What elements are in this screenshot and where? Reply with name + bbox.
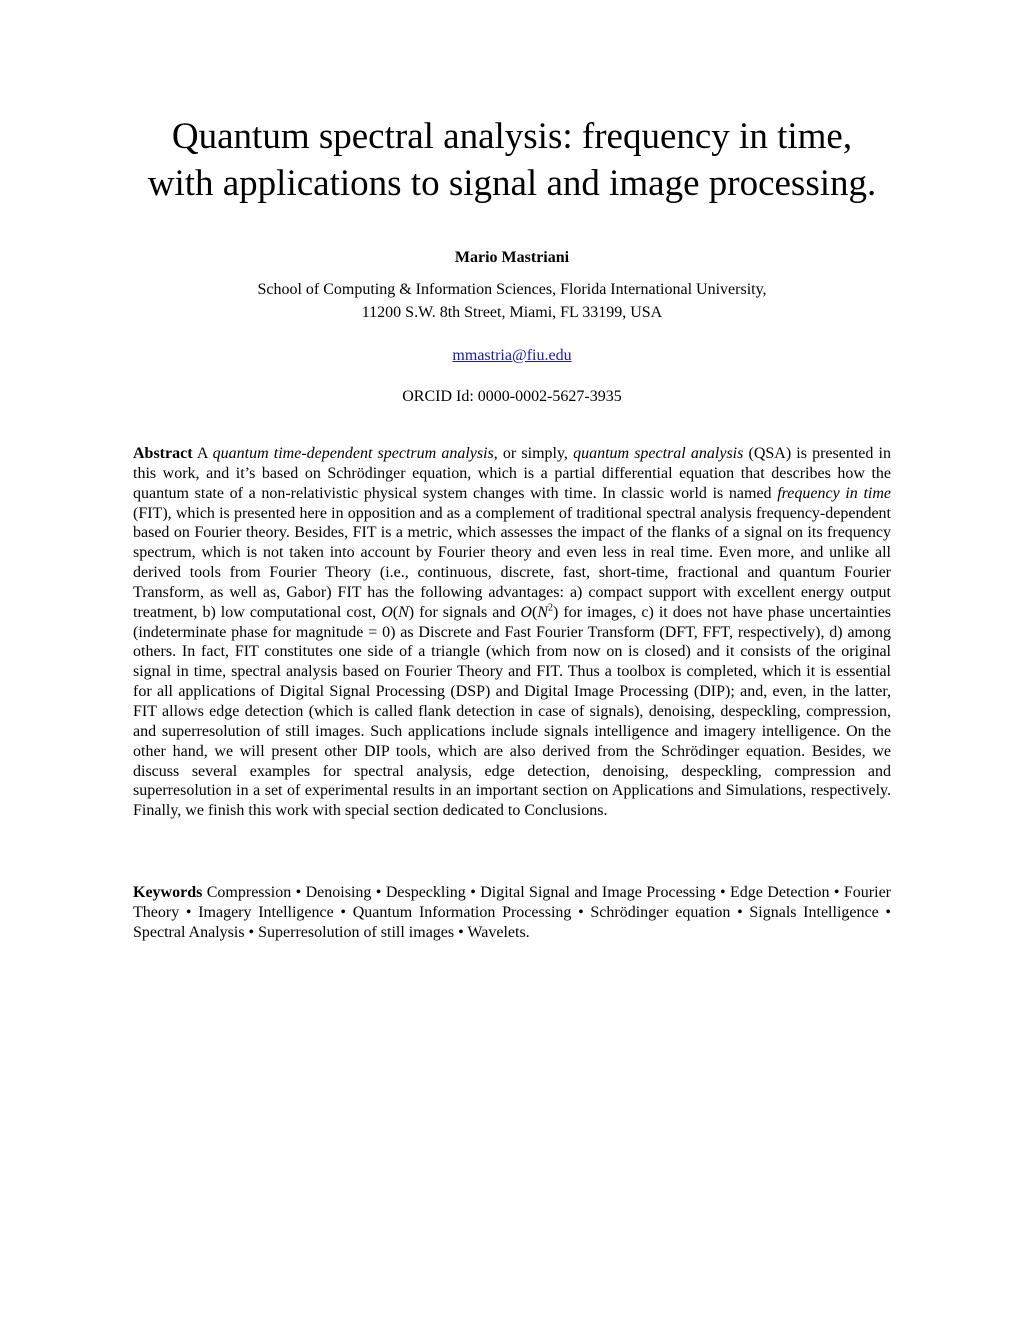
math-exponent: 2 xyxy=(547,602,553,614)
abstract-paragraph xyxy=(133,444,891,821)
abstract-text-2: , or simply, xyxy=(493,445,574,462)
abstract-emphasis-2: quantum spectral analysis xyxy=(573,445,744,462)
abstract-text-3: (QSA) is presented in this work, and it’s based on Schrödinger equation, which is a partial differential equation that describes how the quantum state of a non-relativistic physical system changes with time. In classic world is named xyxy=(133,445,891,502)
math-big-o-1: O xyxy=(381,603,393,621)
affiliation-line-2: 11200 S.W. 8th Street, Miami, FL 33199, USA xyxy=(361,304,663,321)
keywords-paragraph xyxy=(133,883,891,943)
abstract-text-5: ) for signals and xyxy=(408,603,521,621)
abstract-emphasis-1: quantum time-dependent spectrum analysis xyxy=(212,445,494,462)
abstract-emphasis-3: frequency in time xyxy=(777,484,892,502)
abstract-text-4: (FIT), which is presented here in opposition and as a complement of traditional spectral analysis frequency-dependent based on Fourier theory. Besides, FIT is a metric, which assesses the impact of the flanks of a signal on its frequency spectrum, which is not taken into account by Fourier theory and even less in real time. Even more, and unlike all derived tools from Fourier Theory (i.e., continuous, discrete, fast, short-time, fractional and quantum Fourier Transform, as well as, Gabor) FIT has the following advantages: a) compact support with excellent energy output treatment, b) low computational cost, xyxy=(133,504,891,621)
title-line-1: Quantum spectral analysis: frequency in time, xyxy=(171,116,853,157)
math-n-2: N xyxy=(537,603,548,621)
abstract-text-6: ) for images, c) it does not have phase uncertainties (indeterminate phase for magnitude = 0) as Discrete and Fast Fourier Transform (DFT, FFT, respectively), d) among others. In fact, FIT constitutes one side of a triangle (which from now on is closed) and it consists of the original signal in time, spectral analysis based on Fourier Theory and FIT. Thus a toolbox is completed, which it is essential for all applications of Digital Signal Processing (DSP) and Digital Image Processing (DIP); and, even, in the latter, FIT allows edge detection (which is called flank detection in case of signals), denoising, despeckling, compression, and superresolution of still images. Such applications include signals intelligence and imagery intelligence. On the other hand, we will present other DIP tools, which are also derived from the Schrödinger equation. Besides, we discuss several examples for spectral analysis, edge detection, denoising, despeckling, compression and superresolution in a set of experimental results in an important section on Applications and Simulations, respectively. Finally, we finish this work with special section dedicated to Conclusions. xyxy=(133,603,892,820)
math-big-o-2: O xyxy=(520,603,532,621)
math-n-1: N xyxy=(398,603,409,621)
paper-title xyxy=(90,113,934,207)
math-paren-2: ( xyxy=(531,603,538,621)
keywords-label: Keywords xyxy=(133,884,203,901)
author-name: Mario Mastriani xyxy=(454,249,570,266)
math-paren-1: ( xyxy=(392,603,399,621)
email-link[interactable]: mmastria@fiu.edu xyxy=(452,347,572,364)
author-affiliation xyxy=(0,278,1024,324)
author-email xyxy=(0,347,1024,365)
title-line-2: with applications to signal and image processing. xyxy=(147,163,877,204)
abstract-text-1: A xyxy=(196,445,213,462)
abstract-label: Abstract xyxy=(133,445,193,462)
keywords-text: Compression • Denoising • Despeckling • Digital Signal and Image Processing • Edge Detection • Fourier Theory • Imagery Intelligence • Quantum Information Processing • Schrödinger equation • Signals Intelligence • Spectral Analysis • Superresolution of still images • Wavelets. xyxy=(133,884,892,941)
orcid-id: ORCID Id: 0000-0002-5627-3935 xyxy=(402,388,622,405)
affiliation-line-1: School of Computing & Information Sciences, Florida International University, xyxy=(257,281,767,298)
